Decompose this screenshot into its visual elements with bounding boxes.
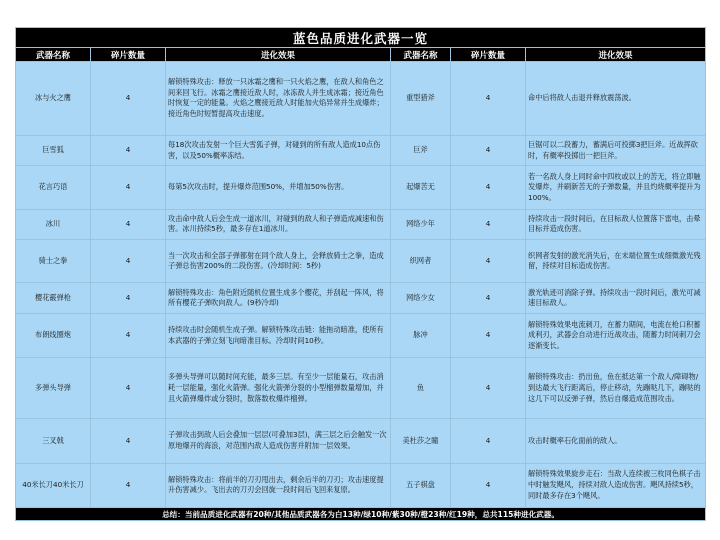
weapon-name-cell: 骑士之拳 <box>16 240 91 283</box>
weapon-name-cell: 巨斧 <box>391 135 451 166</box>
evolution-effect-cell: 每18次攻击发射一个巨大雪狐子弹，对碰到的所有敌人造成10点伤害，以及50%概率冻结。 <box>166 135 391 166</box>
weapon-name-cell: 多弹头导弹 <box>16 358 91 419</box>
fragment-count-cell: 4 <box>451 135 526 166</box>
header-fragment-count-right: 碎片数量 <box>451 48 526 62</box>
header-evolution-effect-left: 进化效果 <box>166 48 391 62</box>
evolution-effect-cell: 解锁特殊攻击：将前半的刀刃甩出去，剩余后半的刀刃；攻击速度提升伤害减少。飞出去的刀刃会回旋一段时间后飞回来复原。 <box>166 463 391 507</box>
fragment-count-cell: 4 <box>451 62 526 136</box>
evolution-effect-cell: 解锁特殊效果电流刺刀，在蓄力期间，电流在枪口积蓄成利刃，武器会自动进行近战攻击，随蓄力时间刺刀会逐渐变长。 <box>526 313 706 357</box>
table-row <box>16 463 706 507</box>
weapon-name-cell: 布朗线圈炮 <box>16 313 91 357</box>
evolution-effect-cell: 解锁特殊攻击：角色附近随机位置生成多个樱花，并刮起一阵风，将所有樱花子弹吹向敌人。(9秒冷却) <box>166 283 391 314</box>
fragment-count-cell: 4 <box>451 358 526 419</box>
table-row <box>16 358 706 419</box>
weapon-name-cell: 冰与火之鹰 <box>16 62 91 136</box>
table-title: 蓝色品质进化武器一览 <box>16 28 706 48</box>
fragment-count-cell: 4 <box>451 419 526 463</box>
fragment-count-cell: 4 <box>91 62 166 136</box>
fragment-count-cell: 4 <box>91 358 166 419</box>
weapon-name-cell: 织网者 <box>391 240 451 283</box>
header-weapon-name-right: 武器名称 <box>391 48 451 62</box>
fragment-count-cell: 4 <box>91 419 166 463</box>
weapon-name-cell: 巨雪狐 <box>16 135 91 166</box>
weapon-name-cell: 脉冲 <box>391 313 451 357</box>
weapon-name-cell: 花言巧语 <box>16 166 91 209</box>
fragment-count-cell: 4 <box>451 463 526 507</box>
evolution-effect-cell: 织网者发射的激光消失后，在末端位置生成细微激光残留，持续对目标造成伤害。 <box>526 240 706 283</box>
fragment-count-cell: 4 <box>91 463 166 507</box>
evolution-effect-cell: 解锁特殊攻击：扔出鱼，鱼在抵达第一个敌人/障碍物/到达最大飞行距离后，停止移动，先蹦哒几下，蹦哒的这几下可以反弹子弹，然后自爆造成范围攻击。 <box>526 358 706 419</box>
evolution-effect-cell: 每第5次攻击时，提升爆炸范围50%，并增加50%伤害。 <box>166 166 391 209</box>
table-row <box>16 313 706 357</box>
table-row <box>16 419 706 463</box>
fragment-count-cell: 4 <box>91 240 166 283</box>
fragment-count-cell: 4 <box>451 313 526 357</box>
weapon-name-cell: 美杜莎之瞳 <box>391 419 451 463</box>
table-row <box>16 283 706 314</box>
table-row <box>16 62 706 136</box>
fragment-count-cell: 4 <box>91 135 166 166</box>
fragment-count-cell: 4 <box>91 313 166 357</box>
header-weapon-name-left: 武器名称 <box>16 48 91 62</box>
table-row <box>16 209 706 240</box>
weapon-name-cell: 重型猎斧 <box>391 62 451 136</box>
weapon-name-cell: 五子棋盘 <box>391 463 451 507</box>
evolution-effect-cell: 巨锯可以二段蓄力，蓄满后可投掷3把巨斧。近战挥砍时，有概率投掷出一把巨斧。 <box>526 135 706 166</box>
evolution-effect-cell: 多弹头导弹可以随时间充能，最多三层。有至少一层能量石，攻击消耗一层能量，强化火箭弹。强化火箭弹分裂的小型榴弹数量增加，并且火箭弹爆炸或分裂时，散落数枚爆炸榴弹。 <box>166 358 391 419</box>
evolution-effect-cell: 若一名敌人身上同时命中四枚或以上的苦无，将立即触发爆炸，并刷新苦无的子弹数量，并且灼烧概率提升为100%。 <box>526 166 706 209</box>
evolution-effect-cell: 激光轨迹可消除子弹。持续攻击一段时间后，激光可减速目标敌人。 <box>526 283 706 314</box>
summary-total: 总结：当前品质进化武器有20种/其他品质武器各为白13种/绿10种/紫30种/橙23种/红19种，总共115种进化武器。 <box>16 508 706 521</box>
weapon-name-cell: 鱼 <box>391 358 451 419</box>
evolution-effect-cell: 解锁特殊效果旋步走石：当敌人连续被三枚同色棋子击中时触发飓风，持续对敌人造成伤害。飓风持续5秒，同时最多存在3个飓风。 <box>526 463 706 507</box>
fragment-count-cell: 4 <box>451 240 526 283</box>
weapon-evolution-table <box>15 27 706 521</box>
evolution-effect-cell: 持续攻击时会随机生成子弹。解锁特殊攻击链：能拖动暗准，使所有本武器的子弹立刻飞向暗准目标。冷却时间10秒。 <box>166 313 391 357</box>
evolution-effect-cell: 解锁特殊攻击：释放一只冰霜之鹰和一只火焰之鹰，在敌人和角色之间来回飞行。冰霜之鹰接近敌人时，冰冻敌人并生成冰霜；接近角色时恢复一定的能量。火焰之鹰接近敌人时能加火焰异常并生成爆炸；接近角色时短暂提高攻击速度。 <box>166 62 391 136</box>
header-evolution-effect-right: 进化效果 <box>526 48 706 62</box>
evolution-effect-cell: 攻击时概率石化面前的敌人。 <box>526 419 706 463</box>
weapon-name-cell: 网络少女 <box>391 283 451 314</box>
weapon-name-cell: 起爆苦无 <box>391 166 451 209</box>
weapon-name-cell: 三叉戟 <box>16 419 91 463</box>
table-row <box>16 166 706 209</box>
fragment-count-cell: 4 <box>451 166 526 209</box>
evolution-effect-cell: 命中后将敌人击退并释放震荡波。 <box>526 62 706 136</box>
fragment-count-cell: 4 <box>451 209 526 240</box>
weapon-name-cell: 40米长刀40米长刀 <box>16 463 91 507</box>
table-row <box>16 240 706 283</box>
weapon-name-cell: 樱花霰弹枪 <box>16 283 91 314</box>
evolution-effect-cell: 子弹攻击到敌人后会叠加一层层(可叠加3层)，满三层之后会触发一次原地爆开的海浪，对范围内敌人造成伤害并附加一层效果。 <box>166 419 391 463</box>
table-row <box>16 135 706 166</box>
fragment-count-cell: 4 <box>451 283 526 314</box>
weapon-name-cell: 网络少年 <box>391 209 451 240</box>
fragment-count-cell: 4 <box>91 166 166 209</box>
evolution-effect-cell: 攻击命中敌人后会生成一道冰川，对碰到的敌人和子弹造成减速和伤害。冰川持续5秒，最多存在1道冰川。 <box>166 209 391 240</box>
evolution-effect-cell: 当一次攻击和全部子弹都射在同个敌人身上，会释放骑士之拳，造成子弹总伤害200%的二段伤害。(冷却时间：5秒) <box>166 240 391 283</box>
fragment-count-cell: 4 <box>91 283 166 314</box>
header-fragment-count-left: 碎片数量 <box>91 48 166 62</box>
evolution-effect-cell: 持续攻击一段时间后，在目标敌人位置落下雷电，击晕目标并造成伤害。 <box>526 209 706 240</box>
fragment-count-cell: 4 <box>91 209 166 240</box>
weapon-name-cell: 冰川 <box>16 209 91 240</box>
